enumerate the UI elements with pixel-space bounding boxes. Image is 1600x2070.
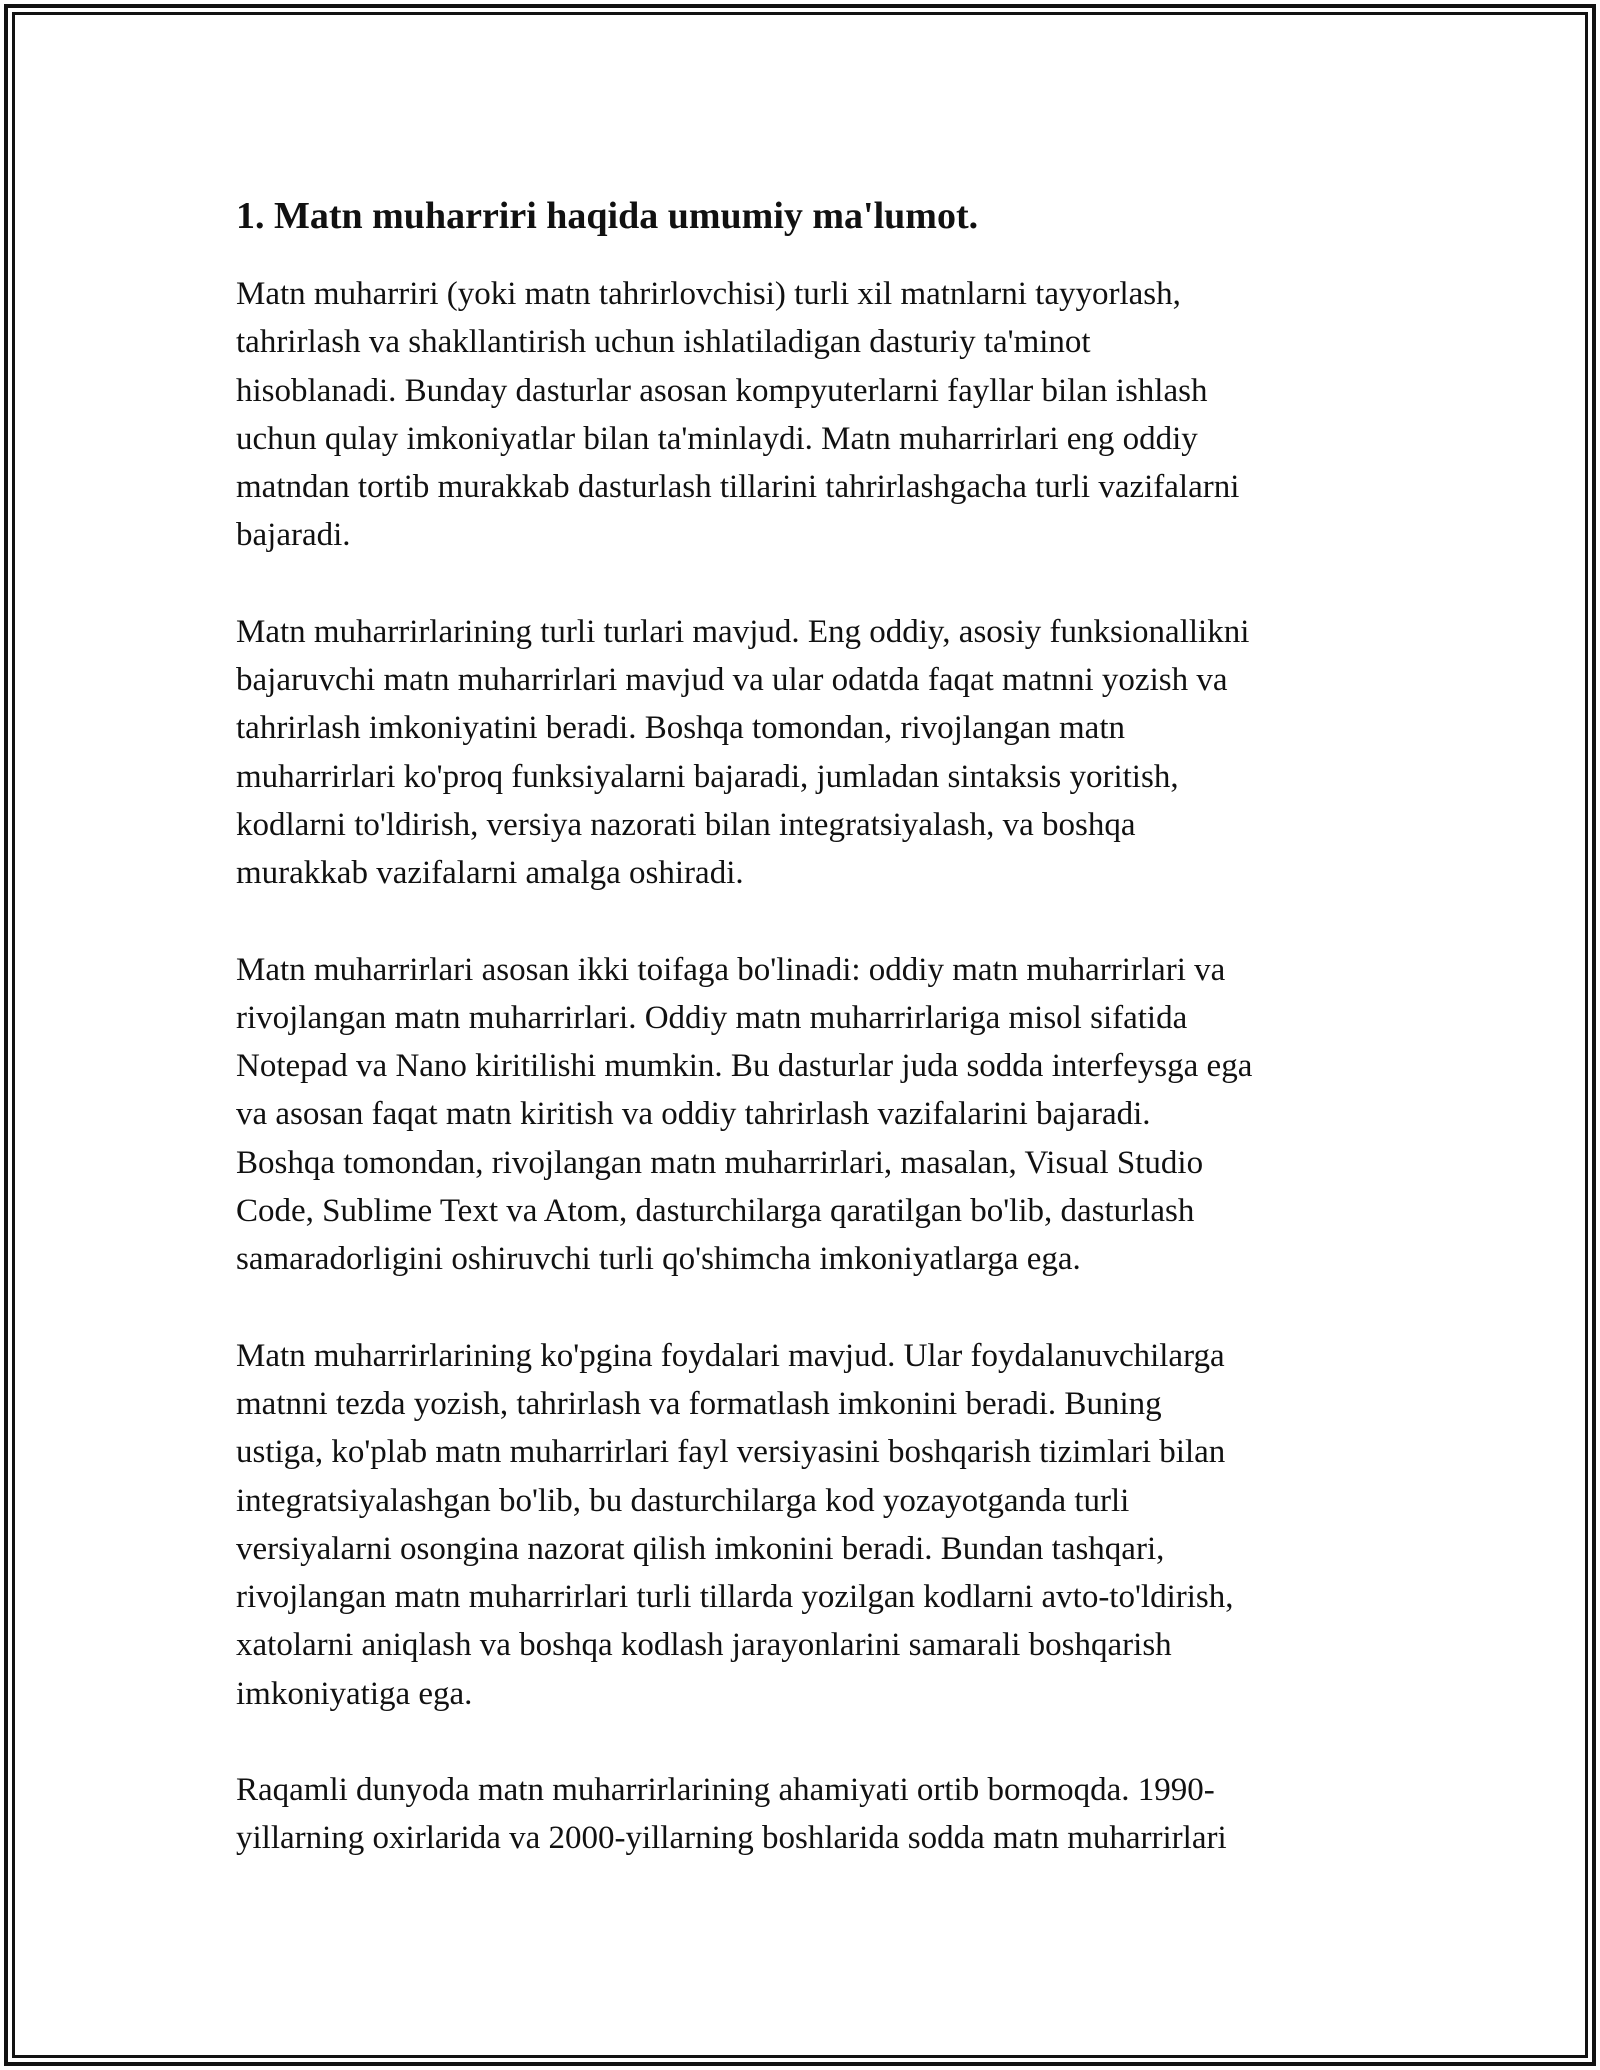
paragraph-types: [236, 608, 1366, 898]
text-line: Raqamli dunyoda matn muharrirlarining ahamiyati ortib bormoqda. 1990-: [236, 1772, 1215, 1809]
text-line: bajaradi.: [236, 517, 351, 554]
text-line: Code, Sublime Text va Atom, dasturchilarga qaratilgan bo'lib, dasturlash: [236, 1193, 1195, 1230]
text-line: rivojlangan matn muharrirlari. Oddiy matn muharrirlariga misol sifatida: [236, 999, 1188, 1036]
text-line: imkoniyatiga ega.: [236, 1675, 473, 1712]
text-line: murakkab vazifalarni amalga oshiradi.: [236, 855, 744, 892]
paragraph-definition: [236, 270, 1366, 560]
text-line: Boshqa tomondan, rivojlangan matn muharrirlari, masalan, Visual Studio: [236, 1144, 1204, 1181]
text-line: hisoblanadi. Bunday dasturlar asosan kompyuterlarni fayllar bilan ishlash: [236, 372, 1208, 409]
document-body: [236, 186, 1366, 1911]
paragraph-importance: [236, 1766, 1366, 1863]
text-line: samaradorligini oshiruvchi turli qo'shimcha imkoniyatlarga ega.: [236, 1241, 1081, 1278]
text-line: bajaruvchi matn muharrirlari mavjud va ular odatda faqat matnni yozish va: [236, 662, 1228, 699]
text-line: Matn muharrirlari asosan ikki toifaga bo'linadi: oddiy matn muharrirlari va: [236, 951, 1226, 988]
text-line: va asosan faqat matn kiritish va oddiy tahrirlash vazifalarini bajaradi.: [236, 1096, 1151, 1133]
text-line: tahrirlash va shakllantirish uchun ishlatiladigan dasturiy ta'minot: [236, 324, 1091, 361]
text-line: matndan tortib murakkab dasturlash tillarini tahrirlashgacha turli vazifalarni: [236, 469, 1240, 506]
text-line: versiyalarni osongina nazorat qilish imkonini beradi. Bundan tashqari,: [236, 1530, 1165, 1567]
text-line: xatolarni aniqlash va boshqa kodlash jarayonlarini samarali boshqarish: [236, 1627, 1172, 1664]
text-line: ustiga, ko'plab matn muharrirlari fayl versiyasini boshqarish tizimlari bilan: [236, 1434, 1226, 1471]
text-line: Notepad va Nano kiritilishi mumkin. Bu dasturlar juda sodda interfeysga ega: [236, 1048, 1253, 1085]
text-line: tahrirlash imkoniyatini beradi. Boshqa tomondan, rivojlangan matn: [236, 710, 1125, 747]
text-line: muharrirlari ko'proq funksiyalarni bajaradi, jumladan sintaksis yoritish,: [236, 758, 1179, 795]
text-line: kodlarni to'ldirish, versiya nazorati bilan integratsiyalash, va boshqa: [236, 806, 1136, 843]
text-line: Matn muharrirlarining turli turlari mavjud. Eng oddiy, asosiy funksionallikni: [236, 613, 1250, 650]
text-line: yillarning oxirlarida va 2000-yillarning boshlarida sodda matn muharrirlari: [236, 1820, 1227, 1857]
text-line: integratsiyalashgan bo'lib, bu dasturchilarga kod yozayotganda turli: [236, 1482, 1130, 1519]
text-line: rivojlangan matn muharrirlari turli tillarda yozilgan kodlarni avto-to'ldirish,: [236, 1579, 1234, 1616]
section-heading: 1. Matn muharriri haqida umumiy ma'lumot.: [236, 195, 979, 237]
text-line: uchun qulay imkoniyatlar bilan ta'minlaydi. Matn muharrirlari eng oddiy: [236, 420, 1198, 457]
text-line: Matn muharriri (yoki matn tahrirlovchisi) turli xil matnlarni tayyorlash,: [236, 276, 1181, 312]
text-line: matnni tezda yozish, tahrirlash va formatlash imkonini beradi. Buning: [236, 1385, 1162, 1422]
text-line: Matn muharrirlarining ko'pgina foydalari mavjud. Ular foydalanuvchilarga: [236, 1337, 1225, 1374]
paragraph-benefits: [236, 1332, 1366, 1718]
paragraph-categories: [236, 946, 1366, 1284]
